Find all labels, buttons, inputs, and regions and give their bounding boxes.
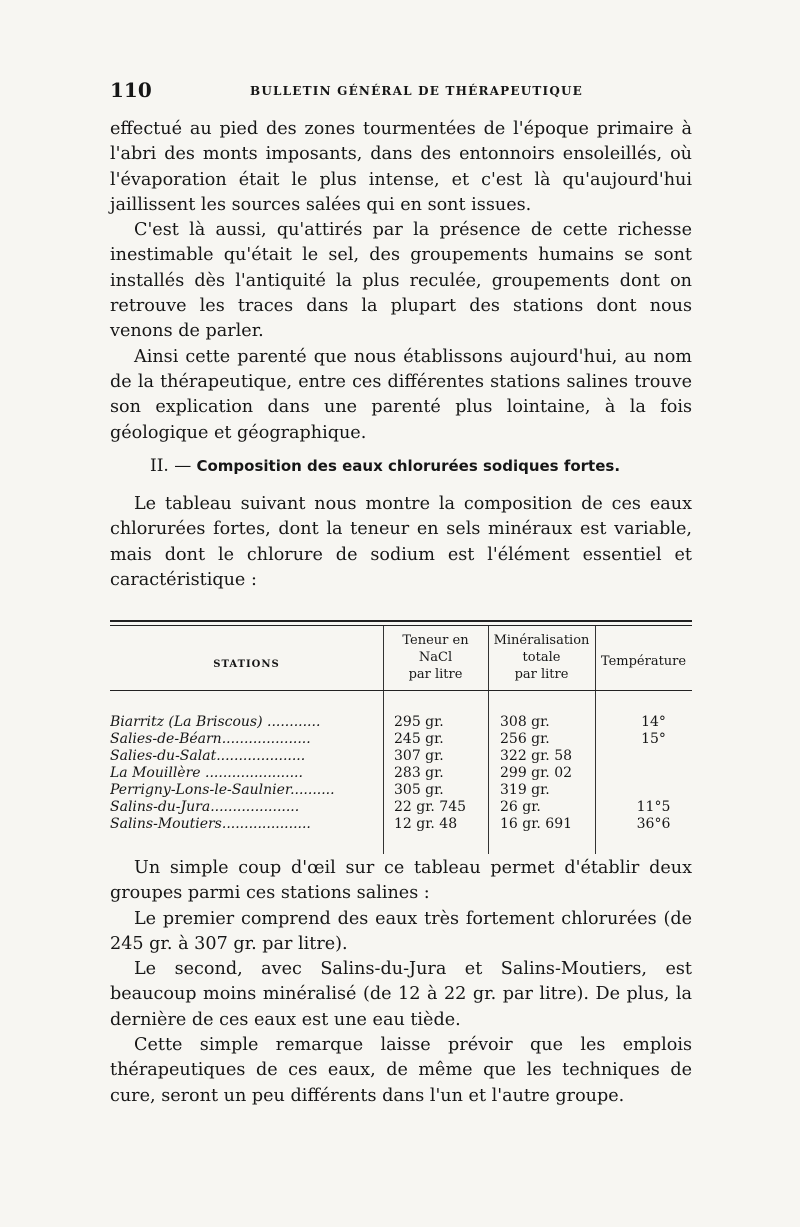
conclusion-text-block [110,856,692,1109]
table-row [110,731,692,747]
teneur-value: 295 gr. [394,714,444,730]
mineral-value: 16 gr. 691 [500,816,573,832]
teneur-value: 307 gr. [394,748,444,764]
section-heading [150,456,620,476]
intro-text-block [110,117,692,446]
paragraph: Un simple coup d'œil sur ce tableau permet d'établir deux groupes parmi ces stations salines : [110,858,692,904]
page-number: 110 [110,78,152,102]
table-row [110,714,692,730]
teneur-value: 305 gr. [394,782,444,798]
table-intro-block [110,492,692,593]
page-header [110,78,692,104]
teneur-value: 245 gr. [394,731,444,747]
mineral-value: 299 gr. 02 [500,765,573,781]
mineral-value: 319 gr. [500,782,550,798]
table-top-rule-inner [110,625,692,626]
teneur-value: 283 gr. [394,765,444,781]
paragraph: C'est là aussi, qu'attirés par la présence de cette richesse inestimable qu'était le sel, des groupements humains se sont installés dès l'antiquité la plus reculée, groupements dont on retrouve les traces dans la plupart des stations dont nous venons de parler. [110,220,692,342]
mineral-value: 256 gr. [500,731,550,747]
mineral-value: 322 gr. 58 [500,748,573,764]
station-name: Salies-du-Salat.................... [110,748,306,764]
station-name: Salies-de-Béarn.................... [110,731,311,747]
table-top-rule [110,620,692,622]
table-row [110,765,692,781]
table-row [110,748,692,764]
temp-value: 11°5 [636,799,671,815]
header-teneur-line: NaCl [418,650,453,665]
station-name: Perrigny-Lons-le-Saulnier.......... [110,782,335,798]
header-mineral-line: Minéralisation [493,633,590,648]
temp-value: 14° [641,714,666,730]
header-mineral-line: totale [522,650,561,665]
section-number: II. — [150,456,192,476]
paragraph: Le tableau suivant nous montre la composition de ces eaux chlorurées fortes, dont la teneur en sels minéraux est variable, mais dont le chlorure de sodium est l'élément essentiel et caractéristique : [110,494,692,590]
station-name: Salins-Moutiers.................... [110,816,311,832]
table-row [110,782,692,798]
station-name: Biarritz (La Briscous) ............ [110,714,321,730]
temp-value: 15° [641,731,666,747]
paragraph: Cette simple remarque laisse prévoir que les emplois thérapeutiques de ces eaux, de même que les techniques de cure, seront un peu différents dans l'un et l'autre groupe. [110,1035,692,1106]
header-temperature: Température [600,654,687,669]
mineral-value: 308 gr. [500,714,550,730]
header-teneur-line: Teneur en [402,633,469,648]
paragraph: effectué au pied des zones tourmentées de l'époque primaire à l'abri des monts imposants, dans des entonnoirs ensoleillés, où l'évaporation était le plus intense, et c'est là qu'aujourd'hui jaillissent les sources salées qui en sont issues. [110,119,692,215]
station-name: Salins-du-Jura.................... [110,799,300,815]
temp-value: 36°6 [636,816,671,832]
section-title: Composition des eaux chlorurées sodiques fortes. [196,457,621,475]
header-stations: STATIONS [213,659,280,670]
table-header-rule [110,690,692,691]
running-title: BULLETIN GÉNÉRAL DE THÉRAPEUTIQUE [250,84,583,98]
paragraph: Le premier comprend des eaux très fortement chlorurées (de 245 gr. à 307 gr. par litre). [110,908,692,954]
header-mineralisation [488,632,595,683]
mineral-value: 26 gr. [500,799,541,815]
paragraph: Le second, avec Salins-du-Jura et Salins-Moutiers, est beaucoup moins minéralisé (de 12 à 22 gr. par litre). De plus, la dernière de ces eaux est une eau tiède. [110,959,692,1030]
header-teneur [383,632,488,683]
teneur-value: 12 gr. 48 [394,816,458,832]
header-mineral-line: par litre [514,667,569,682]
table-row [110,816,692,832]
table-row [110,799,692,815]
header-teneur-line: par litre [408,667,463,682]
station-name: La Mouillère ...................... [110,765,303,781]
paragraph: Ainsi cette parenté que nous établissons aujourd'hui, au nom de la thérapeutique, entre ces différentes stations salines trouve son explication dans une parenté plus lointaine, à la fois géologique et géographique. [110,346,692,443]
teneur-value: 22 gr. 745 [394,799,467,815]
